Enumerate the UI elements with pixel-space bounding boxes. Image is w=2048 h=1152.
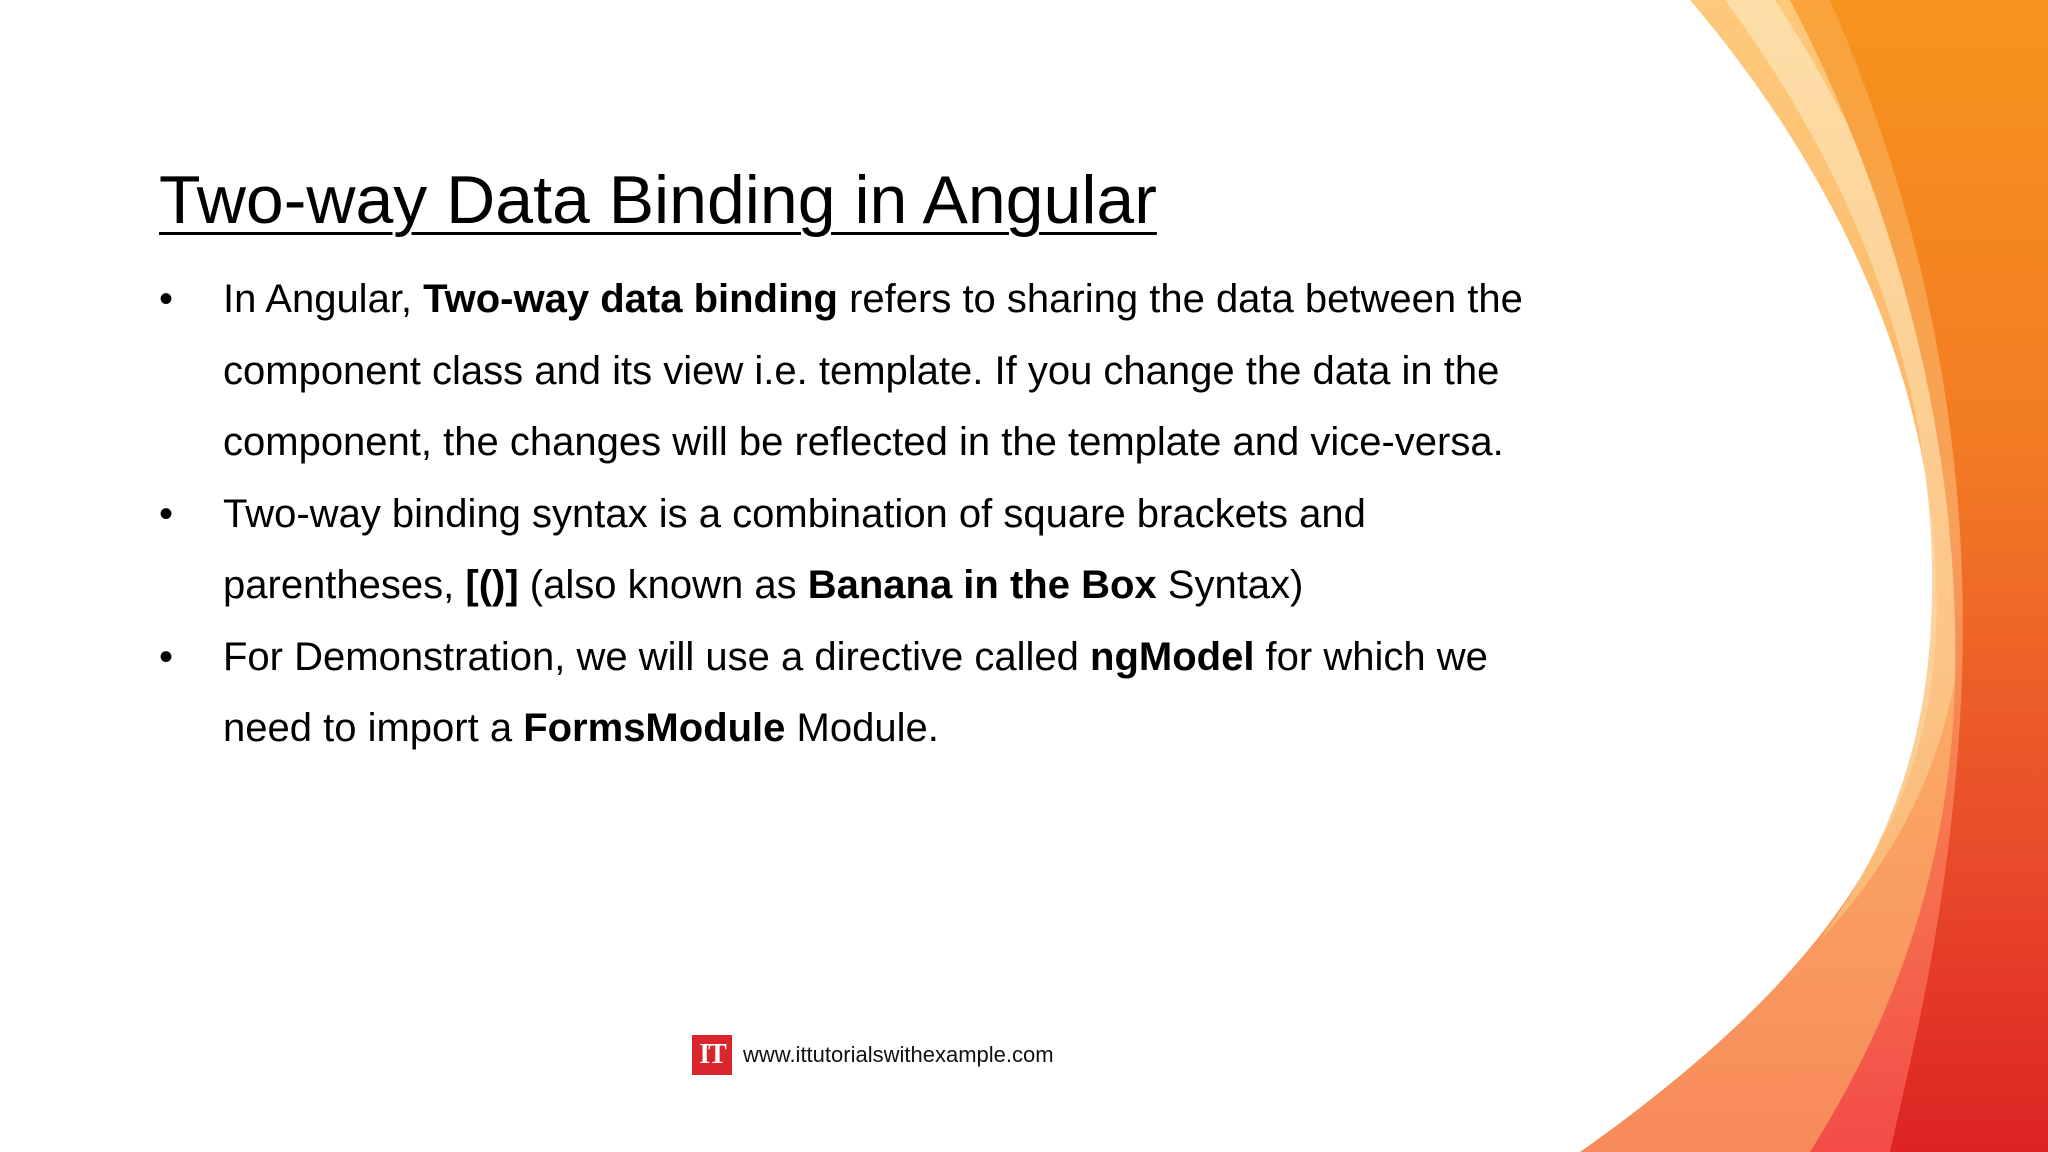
text-run: parentheses, <box>223 563 466 607</box>
bold-term: FormsModule <box>523 706 786 750</box>
bold-term: [()] <box>465 563 519 607</box>
bullet-line <box>223 479 1559 551</box>
bullet-line <box>223 407 1559 479</box>
text-run: Module. <box>785 706 939 750</box>
bullet-item <box>159 479 1559 622</box>
bullet-line <box>223 336 1559 408</box>
footer <box>692 1035 1054 1075</box>
bold-term: ngModel <box>1090 634 1255 679</box>
text-run: component class and its view i.e. template. If you change the data in the <box>223 348 1500 393</box>
footer-website-url: www.ittutorialswithexample.com <box>743 1042 1054 1067</box>
bullet-line <box>223 264 1559 336</box>
bullet-item <box>159 622 1559 765</box>
text-run: component, the changes will be reflected in the template and vice-versa. <box>223 420 1504 464</box>
text-run: refers to sharing the data between the <box>837 277 1523 321</box>
text-run: For Demonstration, we will use a directive called <box>223 634 1091 679</box>
text-run: need to import a <box>223 706 524 750</box>
text-run: Syntax) <box>1156 563 1304 607</box>
text-run: for which we <box>1254 634 1488 679</box>
slide-title: Two-way Data Binding in Angular <box>159 162 1157 238</box>
text-run: Two-way binding syntax is a combination of square brackets and <box>223 491 1366 536</box>
bullet-marker: • <box>159 491 174 536</box>
text-run: In Angular, <box>223 277 424 321</box>
bullet-line <box>223 622 1559 694</box>
bullet-marker: • <box>159 634 174 679</box>
bullet-line <box>223 693 1559 765</box>
bullet-marker: • <box>159 277 174 321</box>
bullet-item <box>159 264 1559 479</box>
text-run: (also known as <box>518 563 808 607</box>
bullet-line <box>223 550 1559 622</box>
bold-term: Two-way data binding <box>423 277 838 321</box>
ittutorials-logo-icon: IT <box>692 1035 732 1075</box>
bold-term: Banana in the Box <box>807 563 1157 607</box>
bullet-list <box>159 264 1559 765</box>
